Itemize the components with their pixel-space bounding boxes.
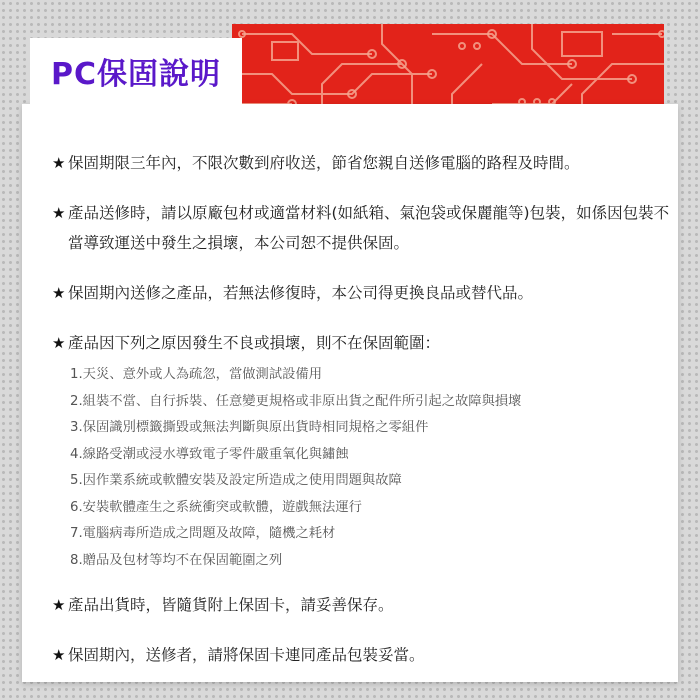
circuit-pattern-icon [232,24,664,114]
warranty-item [52,278,672,308]
exclusion-item: 8.贈品及包材等均不在保固範圍之列 [70,552,283,568]
star-icon: ★ [52,204,66,222]
warranty-item [52,328,672,358]
star-icon: ★ [52,154,66,172]
warranty-item-text: 保固期內，送修者，請將保固卡連同產品包裝妥當。 [68,646,425,664]
warranty-item-text: 保固期限三年內，不限次數到府收送，節省您親自送修電腦的路程及時間。 [68,154,580,172]
exclusion-item: 1.天災、意外或人為疏忽，當做測試設備用 [70,367,323,382]
exclusion-item: 3.保固識別標籤撕毀或無法判斷與原出貨時相同規格之零組件 [70,420,429,435]
exclusion-item: 4.線路受潮或浸水導致電子零件嚴重氧化與鏽蝕 [70,446,349,462]
warranty-item-text: 產品因下列之原因發生不良或損壞，則不在保固範圍： [68,334,441,352]
warranty-item [52,640,672,670]
star-icon: ★ [52,646,66,664]
warranty-item-text: 保固期內送修之產品，若無法修復時，本公司得更換良品或替代品。 [68,284,534,302]
circuit-board-banner [232,24,664,114]
title-box [30,38,242,104]
star-icon: ★ [52,284,66,302]
exclusion-item: 7.電腦病毒所造成之問題及故障，隨機之耗材 [70,526,336,541]
exclusion-item: 5.因作業系統或軟體安裝及設定所造成之使用問題與故障 [70,473,402,488]
star-icon: ★ [52,596,66,614]
warranty-content [52,148,672,690]
warranty-item [52,590,672,620]
warranty-item-text: 產品出貨時，皆隨貨附上保固卡，請妥善保存。 [68,596,394,614]
page-title: PC保固說明 [50,57,221,92]
exclusion-list [70,362,672,574]
exclusion-item: 2.組裝不當、自行拆裝、任意變更規格或非原出貨之配件所引起之故障與損壞 [70,393,522,409]
warranty-item-text: 產品送修時，請以原廠包材或適當材料(如紙箱、氣泡袋或保麗龍等)包裝，如係因包裝不當導致運送中發生之損壞，本公司恕不提供保固。 [68,204,670,252]
star-icon: ★ [52,334,66,352]
exclusion-item: 6.安裝軟體產生之系統衝突或軟體，遊戲無法運行 [70,499,362,515]
warranty-item [52,198,672,258]
warranty-item [52,148,672,178]
